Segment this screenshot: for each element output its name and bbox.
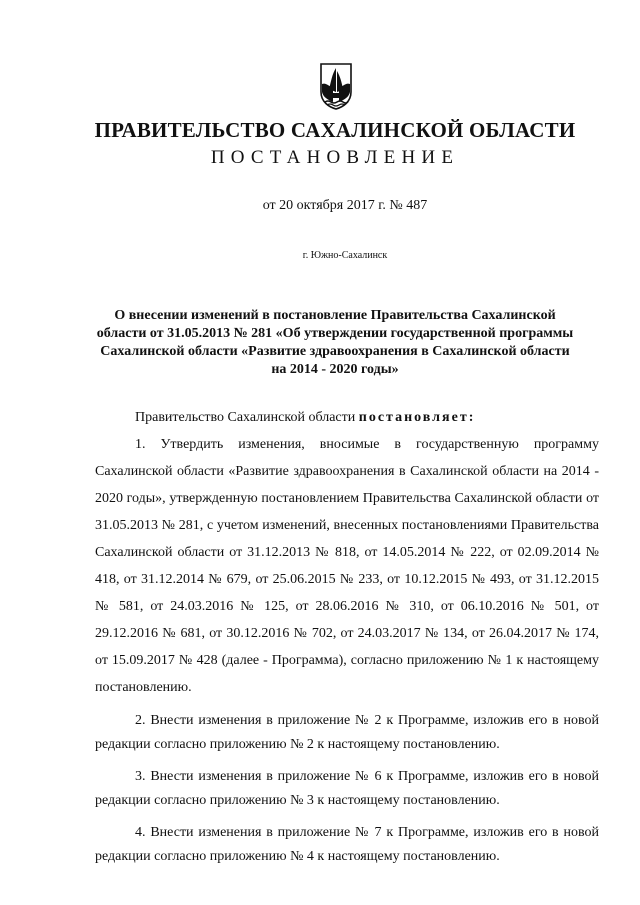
preamble-text: Правительство Сахалинской области — [135, 410, 359, 425]
item-4: 4. Внести изменения в приложение № 7 к Программе, изложив его в новой редакции согласно приложению № 4 к настоящему постановлению. — [95, 825, 599, 864]
coat-of-arms-icon — [319, 62, 353, 110]
preamble-verb: постановляет: — [358, 410, 476, 425]
document-place: г. Южно-Сахалинск — [302, 250, 388, 261]
document-date-number: от 20 октября 2017 г. № 487 — [262, 198, 428, 213]
item-2: 2. Внести изменения в приложение № 2 к Программе, изложив его в новой редакции согласно приложению № 2 к настоящему постановлению. — [95, 713, 599, 752]
preamble — [95, 404, 599, 431]
item-1: 1. Утвердить изменения, вносимые в государственную программу Сахалинской области «Развитие здравоохранения в Сахалинской области на 2014 - 2020 годы», утвержденную постановлением Правительства Сахалинской области от 31.05.2013 № 281, с учетом изменений, внесенных постановлениями Правительства Сахалинской области от 31.12.2013 № 818, от 14.05.2014 № 222, от 02.09.2014 № 418, от 31.12.2014 № 679, от 25.06.2015 № 233, от 10.12.2015 № 493, от 31.12.2015 № 581, от 24.03.2016 № 125, от 28.06.2016 № 310, от 06.10.2016 № 501, от 29.12.2016 № 681, от 30.12.2016 № 702, от 24.03.2017 № 134, от 26.04.2017 № 174, от 15.09.2017 № 428 (далее - Программа), согласно приложению № 1 к настоящему постановлению. — [95, 437, 599, 695]
document-type: ПОСТАНОВЛЕНИЕ — [210, 147, 460, 168]
document-body — [95, 404, 599, 869]
item-3: 3. Внести изменения в приложение № 6 к Программе, изложив его в новой редакции согласно приложению № 3 к настоящему постановлению. — [95, 769, 599, 808]
government-title: ПРАВИТЕЛЬСТВО САХАЛИНСКОЙ ОБЛАСТИ — [94, 118, 576, 142]
document-subject: О внесении изменений в постановление Правительства Сахалинской области от 31.05.2013 № 281 «Об утверждении государственной программы Сахалинской области «Развитие здравоохранения в Сахалинской области на 2014 - 2020 годы» — [96, 308, 574, 377]
